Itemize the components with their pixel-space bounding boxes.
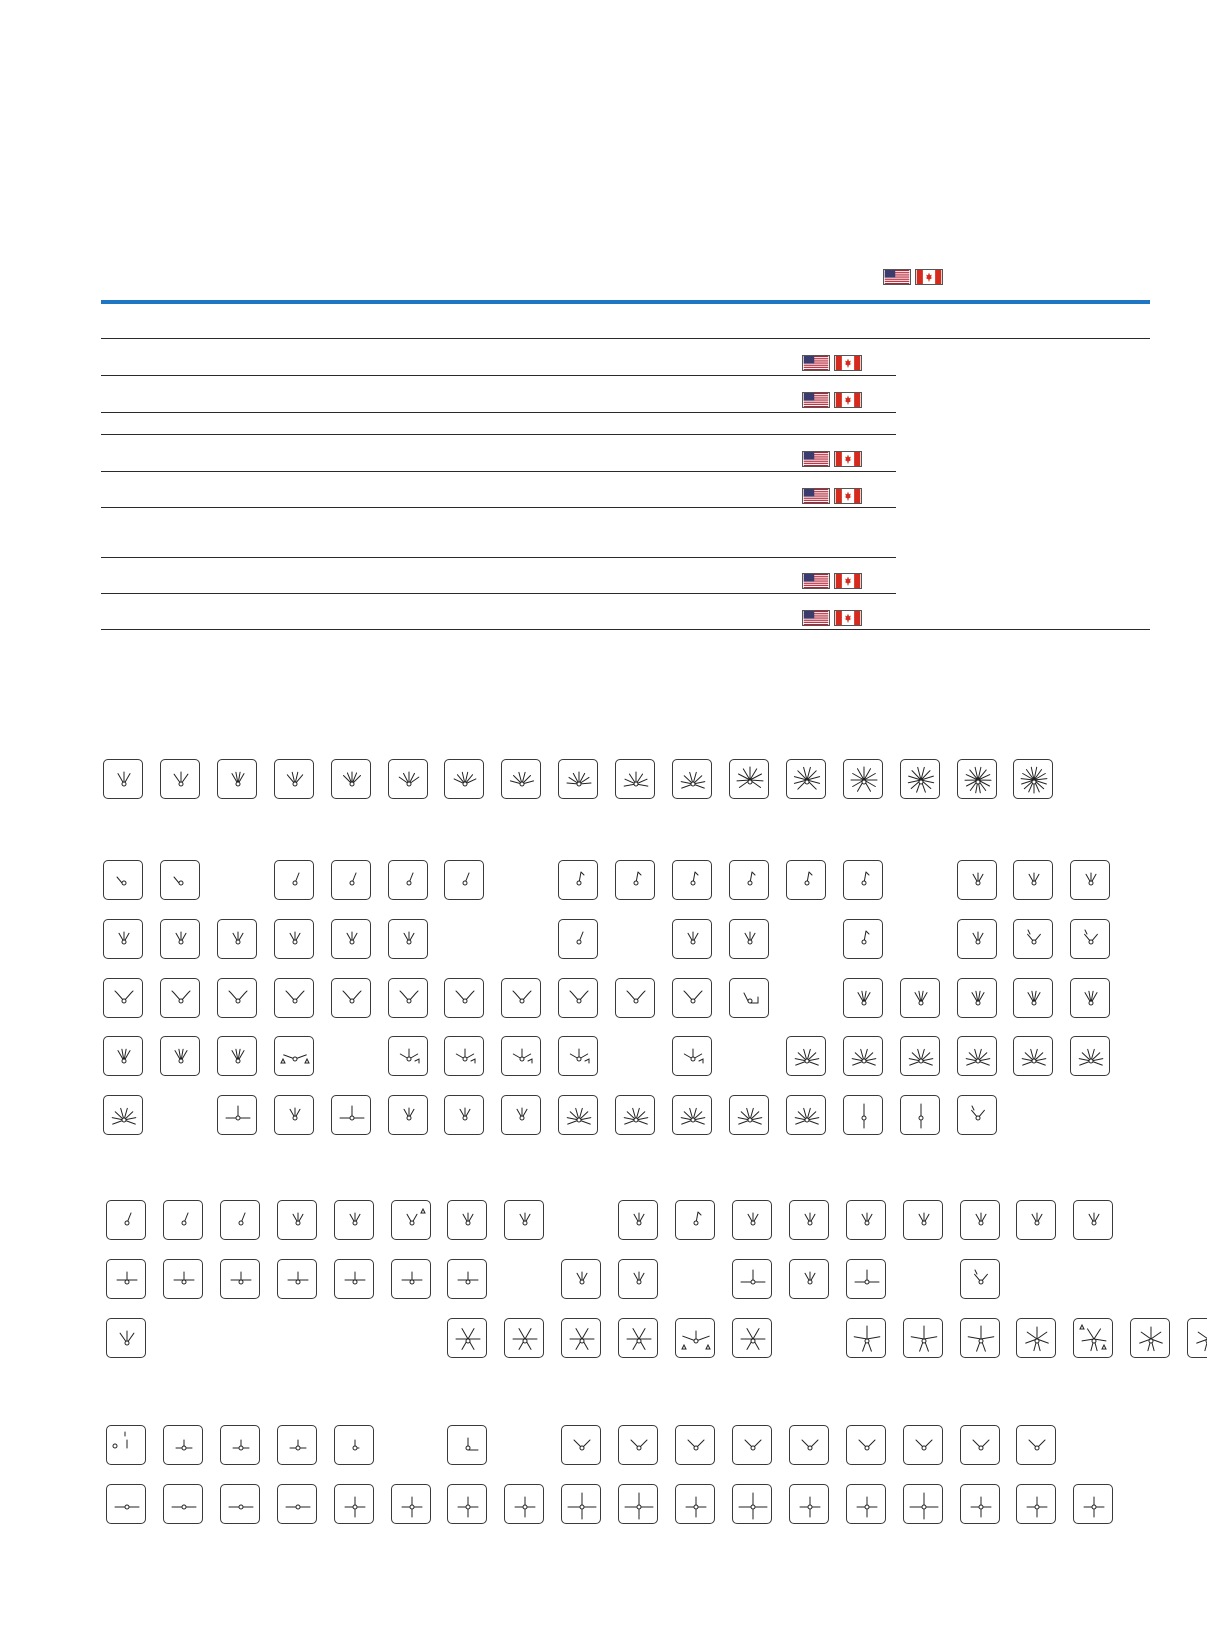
wiring-symbol-icon — [103, 978, 143, 1018]
wiring-symbol-icon — [960, 1484, 1000, 1524]
wiring-symbol-icon — [501, 978, 541, 1018]
wiring-symbol-icon — [957, 759, 997, 799]
header-flags — [883, 269, 943, 285]
wiring-symbol-icon — [1073, 1484, 1113, 1524]
us-flag-icon — [802, 573, 830, 589]
wiring-symbol-icon — [672, 860, 712, 900]
wiring-symbol-icon — [331, 1095, 371, 1135]
wiring-symbol-icon — [220, 1484, 260, 1524]
table-rule — [101, 338, 1150, 339]
wiring-symbol-icon — [558, 1036, 598, 1076]
wiring-symbol-icon — [618, 1425, 658, 1465]
us-flag-icon — [883, 269, 911, 285]
wiring-symbol-icon — [960, 1259, 1000, 1299]
wiring-symbol-icon — [903, 1200, 943, 1240]
row-flags — [802, 573, 862, 589]
wiring-symbol-icon — [615, 860, 655, 900]
wiring-symbol-icon — [391, 1484, 431, 1524]
wiring-symbol-icon — [1013, 759, 1053, 799]
wiring-symbol-icon — [1070, 978, 1110, 1018]
wiring-symbol-icon — [672, 1095, 712, 1135]
wiring-symbol-icon — [274, 860, 314, 900]
wiring-symbol-icon — [501, 759, 541, 799]
wiring-symbol-icon — [388, 919, 428, 959]
wiring-symbol-icon — [846, 1318, 886, 1358]
wiring-symbol-icon — [103, 860, 143, 900]
wiring-symbol-icon — [1070, 1036, 1110, 1076]
wiring-symbol-icon — [957, 860, 997, 900]
wiring-symbol-icon — [277, 1484, 317, 1524]
wiring-symbol-icon — [786, 860, 826, 900]
wiring-symbol-icon — [160, 1036, 200, 1076]
wiring-symbol-icon — [1013, 1036, 1053, 1076]
wiring-symbol-icon — [672, 919, 712, 959]
wiring-symbol-icon — [163, 1425, 203, 1465]
us-flag-icon — [802, 355, 830, 371]
wiring-symbol-icon — [106, 1484, 146, 1524]
wiring-symbol-icon — [217, 1036, 257, 1076]
wiring-symbol-icon — [846, 1259, 886, 1299]
wiring-symbol-icon — [447, 1318, 487, 1358]
table-rule — [101, 412, 896, 413]
wiring-symbol-icon — [1070, 860, 1110, 900]
wiring-symbol-icon — [220, 1425, 260, 1465]
wiring-symbol-icon — [274, 1036, 314, 1076]
wiring-symbol-icon — [220, 1200, 260, 1240]
wiring-symbol-icon — [843, 978, 883, 1018]
wiring-symbol-icon — [729, 759, 769, 799]
wiring-symbol-icon — [843, 1095, 883, 1135]
wiring-symbol-icon — [277, 1425, 317, 1465]
wiring-symbol-icon — [444, 978, 484, 1018]
wiring-symbol-icon — [1073, 1200, 1113, 1240]
wiring-symbol-icon — [217, 919, 257, 959]
wiring-symbol-icon — [672, 1036, 712, 1076]
wiring-symbol-icon — [789, 1200, 829, 1240]
wiring-symbol-icon — [106, 1259, 146, 1299]
us-flag-icon — [802, 488, 830, 504]
wiring-symbol-icon — [960, 1425, 1000, 1465]
wiring-symbol-icon — [732, 1200, 772, 1240]
wiring-symbol-icon — [1013, 978, 1053, 1018]
wiring-symbol-icon — [846, 1484, 886, 1524]
wiring-symbol-icon — [732, 1318, 772, 1358]
wiring-symbol-icon — [274, 1095, 314, 1135]
row-flags — [802, 451, 862, 467]
wiring-symbol-icon — [957, 978, 997, 1018]
canada-flag-icon — [834, 610, 862, 626]
us-flag-icon — [802, 451, 830, 467]
wiring-symbol-icon — [447, 1259, 487, 1299]
wiring-symbol-icon — [729, 1095, 769, 1135]
wiring-symbol-icon — [843, 759, 883, 799]
canada-flag-icon — [834, 573, 862, 589]
wiring-symbol-icon — [106, 1200, 146, 1240]
wiring-symbol-icon — [786, 1095, 826, 1135]
canada-flag-icon — [834, 355, 862, 371]
wiring-symbol-icon — [444, 759, 484, 799]
wiring-symbol-icon — [558, 759, 598, 799]
wiring-symbol-icon — [331, 919, 371, 959]
wiring-symbol-icon — [846, 1200, 886, 1240]
wiring-symbol-icon — [106, 1425, 146, 1465]
wiring-symbol-icon — [618, 1484, 658, 1524]
wiring-symbol-icon — [217, 978, 257, 1018]
canada-flag-icon — [915, 269, 943, 285]
wiring-symbol-icon — [843, 1036, 883, 1076]
wiring-symbol-icon — [957, 1095, 997, 1135]
wiring-symbol-icon — [675, 1425, 715, 1465]
row-flags — [802, 488, 862, 504]
wiring-symbol-icon — [388, 759, 428, 799]
wiring-symbol-icon — [391, 1200, 431, 1240]
wiring-symbol-icon — [732, 1484, 772, 1524]
row-flags — [802, 392, 862, 408]
wiring-symbol-icon — [504, 1200, 544, 1240]
wiring-symbol-icon — [1016, 1200, 1056, 1240]
table-rule — [101, 593, 896, 594]
wiring-symbol-icon — [388, 1095, 428, 1135]
wiring-symbol-icon — [900, 978, 940, 1018]
wiring-symbol-icon — [672, 978, 712, 1018]
us-flag-icon — [802, 610, 830, 626]
wiring-symbol-icon — [846, 1425, 886, 1465]
wiring-symbol-icon — [1013, 860, 1053, 900]
wiring-symbol-icon — [789, 1259, 829, 1299]
wiring-symbol-icon — [786, 1036, 826, 1076]
wiring-symbol-icon — [447, 1200, 487, 1240]
canada-flag-icon — [834, 451, 862, 467]
wiring-symbol-icon — [106, 1318, 146, 1358]
wiring-symbol-icon — [220, 1259, 260, 1299]
table-rule — [101, 434, 896, 435]
wiring-symbol-icon — [504, 1484, 544, 1524]
wiring-symbol-icon — [558, 1095, 598, 1135]
wiring-symbol-icon — [900, 1095, 940, 1135]
wiring-symbol-icon — [504, 1318, 544, 1358]
wiring-symbol-icon — [334, 1484, 374, 1524]
row-flags — [802, 610, 862, 626]
wiring-symbol-icon — [558, 860, 598, 900]
wiring-symbol-icon — [334, 1259, 374, 1299]
us-flag-icon — [802, 392, 830, 408]
wiring-symbol-icon — [444, 1095, 484, 1135]
wiring-symbol-icon — [1016, 1484, 1056, 1524]
wiring-symbol-icon — [388, 978, 428, 1018]
wiring-symbol-icon — [160, 919, 200, 959]
wiring-symbol-icon — [447, 1484, 487, 1524]
wiring-symbol-icon — [729, 978, 769, 1018]
table-rule — [101, 507, 896, 508]
wiring-symbol-icon — [789, 1484, 829, 1524]
wiring-symbol-icon — [274, 759, 314, 799]
wiring-symbol-icon — [618, 1200, 658, 1240]
canada-flag-icon — [834, 392, 862, 408]
wiring-symbol-icon — [843, 860, 883, 900]
wiring-symbol-icon — [277, 1200, 317, 1240]
wiring-symbol-icon — [163, 1200, 203, 1240]
wiring-symbol-icon — [618, 1318, 658, 1358]
wiring-symbol-icon — [217, 1095, 257, 1135]
canada-flag-icon — [834, 488, 862, 504]
wiring-symbol-icon — [558, 978, 598, 1018]
wiring-symbol-icon — [447, 1425, 487, 1465]
wiring-symbol-icon — [675, 1484, 715, 1524]
wiring-symbol-icon — [331, 860, 371, 900]
wiring-symbol-icon — [675, 1200, 715, 1240]
table-rule — [101, 471, 896, 472]
wiring-symbol-icon — [334, 1425, 374, 1465]
wiring-symbol-icon — [388, 1036, 428, 1076]
wiring-symbol-icon — [163, 1484, 203, 1524]
wiring-symbol-icon — [103, 1036, 143, 1076]
wiring-symbol-icon — [163, 1259, 203, 1299]
wiring-symbol-icon — [1013, 919, 1053, 959]
wiring-symbol-icon — [160, 860, 200, 900]
wiring-symbol-icon — [561, 1318, 601, 1358]
wiring-symbol-icon — [1187, 1318, 1207, 1358]
table-rule — [101, 557, 896, 558]
wiring-symbol-icon — [277, 1259, 317, 1299]
wiring-symbol-icon — [957, 919, 997, 959]
wiring-symbol-icon — [501, 1036, 541, 1076]
wiring-symbol-icon — [160, 759, 200, 799]
wiring-symbol-icon — [388, 860, 428, 900]
wiring-symbol-icon — [786, 759, 826, 799]
wiring-symbol-icon — [561, 1425, 601, 1465]
wiring-symbol-icon — [331, 978, 371, 1018]
wiring-symbol-icon — [160, 978, 200, 1018]
wiring-symbol-icon — [1070, 919, 1110, 959]
wiring-symbol-icon — [957, 1036, 997, 1076]
wiring-symbol-icon — [960, 1200, 1000, 1240]
wiring-symbol-icon — [789, 1425, 829, 1465]
wiring-symbol-icon — [615, 1095, 655, 1135]
wiring-symbol-icon — [729, 919, 769, 959]
wiring-symbol-icon — [615, 759, 655, 799]
wiring-symbol-icon — [729, 860, 769, 900]
wiring-symbol-icon — [903, 1318, 943, 1358]
wiring-symbol-icon — [1130, 1318, 1170, 1358]
wiring-symbol-icon — [672, 759, 712, 799]
wiring-symbol-icon — [561, 1484, 601, 1524]
wiring-symbol-icon — [501, 1095, 541, 1135]
wiring-symbol-icon — [675, 1318, 715, 1358]
wiring-symbol-icon — [1016, 1425, 1056, 1465]
wiring-symbol-icon — [103, 919, 143, 959]
wiring-symbol-icon — [903, 1484, 943, 1524]
wiring-symbol-icon — [732, 1259, 772, 1299]
wiring-symbol-icon — [331, 759, 371, 799]
header-rule — [101, 300, 1150, 304]
wiring-symbol-icon — [103, 1095, 143, 1135]
wiring-symbol-icon — [274, 978, 314, 1018]
wiring-symbol-icon — [103, 759, 143, 799]
wiring-symbol-icon — [561, 1259, 601, 1299]
wiring-symbol-icon — [903, 1425, 943, 1465]
wiring-symbol-icon — [217, 759, 257, 799]
wiring-symbol-icon — [1073, 1318, 1113, 1358]
wiring-symbol-icon — [274, 919, 314, 959]
wiring-symbol-icon — [615, 978, 655, 1018]
wiring-symbol-icon — [900, 759, 940, 799]
wiring-symbol-icon — [444, 1036, 484, 1076]
wiring-symbol-icon — [334, 1200, 374, 1240]
wiring-symbol-icon — [444, 860, 484, 900]
wiring-symbol-icon — [843, 919, 883, 959]
row-flags — [802, 355, 862, 371]
table-rule — [101, 375, 896, 376]
wiring-symbol-icon — [732, 1425, 772, 1465]
table-rule — [101, 629, 1150, 630]
wiring-symbol-icon — [900, 1036, 940, 1076]
wiring-symbol-icon — [558, 919, 598, 959]
wiring-symbol-icon — [391, 1259, 431, 1299]
wiring-symbol-icon — [1016, 1318, 1056, 1358]
wiring-symbol-icon — [960, 1318, 1000, 1358]
wiring-symbol-icon — [618, 1259, 658, 1299]
